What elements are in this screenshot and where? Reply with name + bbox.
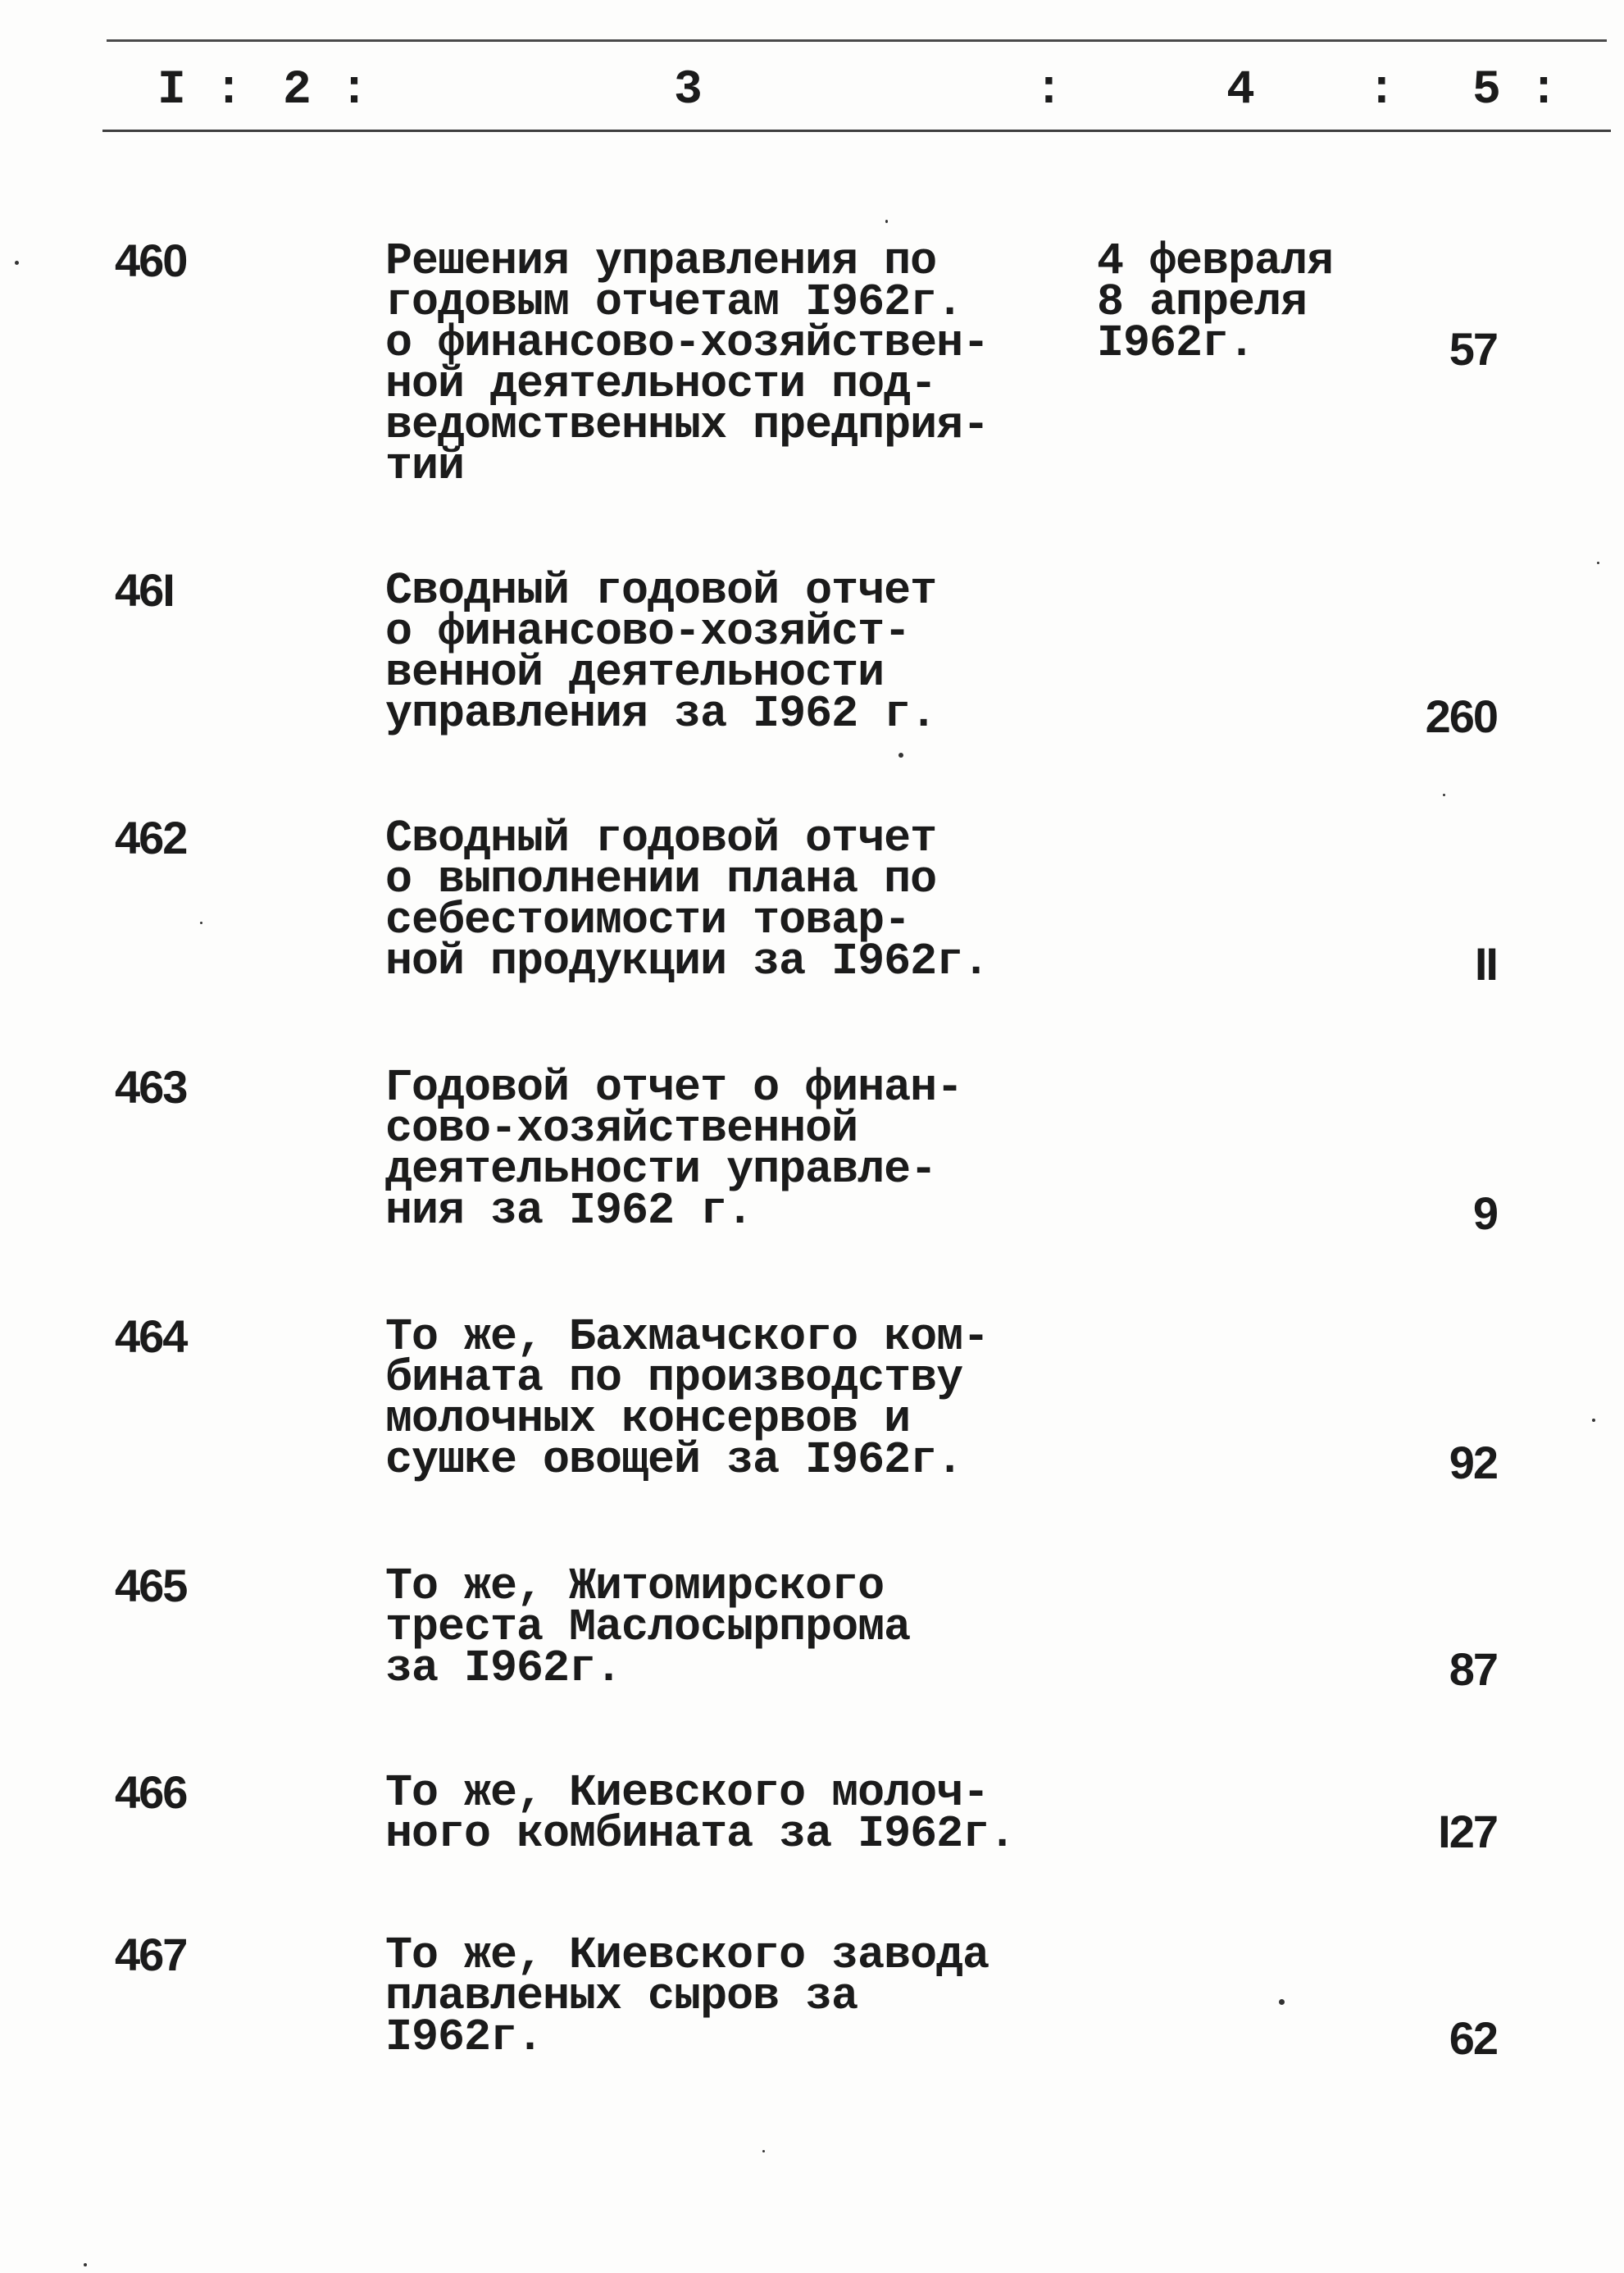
header-top-rule — [107, 39, 1607, 42]
header-sep3: : — [1035, 64, 1063, 117]
row-title: Сводный годовой отчет о финансово-хозяйст- венной деятельности управления за I962 г. — [385, 565, 937, 740]
scan-speck — [898, 753, 903, 758]
scan-speck — [1592, 1419, 1595, 1422]
row-sheets: 92 — [1449, 1437, 1497, 1488]
row-title: Годовой отчет о финан- сово-хозяйственной деятельности управле- ния за I962 г. — [385, 1062, 963, 1237]
row-number: 463 — [115, 1061, 187, 1113]
row-number: 467 — [115, 1929, 187, 1980]
row-number: 464 — [115, 1310, 187, 1362]
header-col2: 2 : — [283, 64, 369, 117]
header-col1: I : — [157, 64, 243, 117]
row-number: 460 — [115, 235, 187, 286]
row-number: 466 — [115, 1766, 187, 1818]
header-col5: 5 : — [1472, 64, 1558, 117]
row-title: То же, Киевского завода плавленых сыров за I962г. — [385, 1929, 989, 2063]
scan-speck — [1443, 794, 1445, 796]
row-title: То же, Бахмачского ком- бината по производству молочных консервов и сушке овощей за I962г. — [385, 1311, 989, 1486]
scan-speck — [84, 2263, 87, 2266]
row-number: 465 — [115, 1560, 187, 1611]
scan-speck — [762, 2150, 765, 2152]
scan-speck — [885, 220, 888, 223]
row-sheets: I27 — [1438, 1806, 1497, 1857]
row-title: То же, Киевского молоч- ного комбината за I962г. — [385, 1767, 1016, 1860]
header-col4: 4 — [1226, 64, 1255, 117]
scan-speck — [15, 261, 19, 265]
row-title: Решения управления по годовым отчетам I962г. о финансово-хозяйствен- ной деятельности под- ведомственных предприя- тий — [385, 235, 989, 492]
scan-speck — [1279, 1999, 1285, 2005]
row-number: 46I — [115, 564, 174, 616]
row-title: То же, Житомирского треста Маслосырпрома за I962г. — [385, 1560, 911, 1694]
row-sheets: 57 — [1449, 323, 1497, 375]
header-col3: 3 — [674, 64, 703, 117]
row-number: 462 — [115, 812, 187, 863]
row-sheets: II — [1474, 938, 1497, 990]
row-date: 4 февраля 8 апреля I962г. — [1097, 235, 1334, 369]
row-sheets: 87 — [1449, 1643, 1497, 1695]
row-sheets: 62 — [1449, 2012, 1497, 2064]
scan-speck — [1597, 562, 1599, 564]
row-sheets: 9 — [1472, 1187, 1497, 1239]
header-sep4: : — [1367, 64, 1396, 117]
row-sheets: 260 — [1425, 690, 1497, 742]
header-bottom-rule — [102, 130, 1611, 132]
scan-speck — [200, 922, 202, 924]
row-title: Сводный годовой отчет о выполнении плана по себестоимости товар- ной продукции за I962г. — [385, 813, 989, 987]
